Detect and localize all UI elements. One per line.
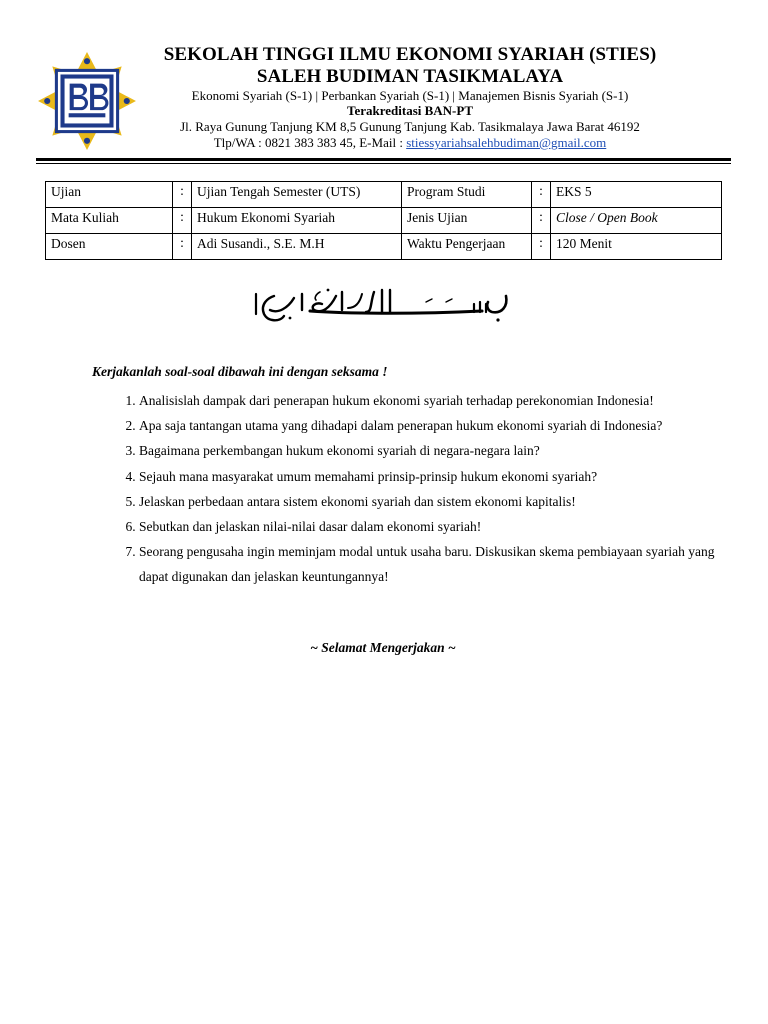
contact-prefix: Tlp/WA : 0821 383 383 45, E-Mail : (213, 135, 407, 150)
label-program-studi: Program Studi (402, 182, 532, 208)
question-list (92, 388, 739, 590)
exam-info-table (45, 181, 722, 260)
table-row (46, 234, 722, 260)
instructions: Kerjakanlah soal-soal dibawah ini dengan seksama ! (92, 364, 388, 379)
list-item: 1. Analisislah dampak dari penerapan hukum ekonomi syariah terhadap perekonomian Indonesia! (139, 388, 739, 413)
value-program-studi: EKS 5 (551, 182, 722, 208)
study-programs: Ekonomi Syariah (S-1) | Perbankan Syariah (S-1) | Manajemen Bisnis Syariah (S-1) (191, 88, 629, 103)
email-link[interactable]: stiessyariahsalehbudiman@gmail.com (406, 135, 607, 150)
value-waktu-pengerjaan: 120 Menit (551, 234, 722, 260)
separator: : (532, 234, 551, 260)
label-dosen: Dosen (46, 234, 173, 260)
list-item: 7. Seorang pengusaha ingin meminjam modal untuk usaha baru. Diskusikan skema pembiayaan syariah yang dapat digunakan dan jelaskan keuntungannya! (139, 539, 739, 589)
table-row (46, 208, 722, 234)
value-mata-kuliah: Hukum Ekonomi Syariah (192, 208, 402, 234)
basmala-calligraphy-icon (250, 284, 512, 326)
list-item: 2. Apa saja tantangan utama yang dihadapi dalam penerapan hukum ekonomi syariah di Indonesia? (139, 413, 739, 438)
institution-name: SEKOLAH TINGGI ILMU EKONOMI SYARIAH (STIES) (163, 44, 657, 65)
separator: : (173, 208, 192, 234)
contact-line (138, 135, 682, 151)
table-row (46, 182, 722, 208)
list-item: 4. Sejauh mana masyarakat umum memahami prinsip-prinsip hukum ekonomi syariah? (139, 464, 739, 489)
list-item: 3. Bagaimana perkembangan hukum ekonomi syariah di negara-negara lain? (139, 438, 739, 463)
institution-logo-icon (36, 50, 138, 152)
separator: : (532, 182, 551, 208)
label-mata-kuliah: Mata Kuliah (46, 208, 173, 234)
label-ujian: Ujian (46, 182, 173, 208)
list-item: 5. Jelaskan perbedaan antara sistem ekonomi syariah dan sistem ekonomi kapitalis! (139, 489, 739, 514)
closing-message (0, 640, 768, 656)
label-waktu-pengerjaan: Waktu Pengerjaan (402, 234, 532, 260)
value-dosen: Adi Susandi., S.E. M.H (192, 234, 402, 260)
separator: : (173, 182, 192, 208)
header-divider (36, 158, 731, 161)
value-ujian: Ujian Tengah Semester (UTS) (192, 182, 402, 208)
accreditation: Terakreditasi BAN-PT (346, 103, 474, 118)
institution-location: SALEH BUDIMAN TASIKMALAYA (256, 66, 564, 87)
list-item: 6. Sebutkan dan jelaskan nilai-nilai dasar dalam ekonomi syariah! (139, 514, 739, 539)
separator: : (532, 208, 551, 234)
address: Jl. Raya Gunung Tanjung KM 8,5 Gunung Tanjung Kab. Tasikmalaya Jawa Barat 46192 (180, 119, 640, 134)
header-divider-thin (36, 163, 731, 164)
closing-text: ~ Selamat Mengerjakan ~ (310, 640, 456, 655)
label-jenis-ujian: Jenis Ujian (402, 208, 532, 234)
value-jenis-ujian: Close / Open Book (551, 208, 722, 234)
separator: : (173, 234, 192, 260)
